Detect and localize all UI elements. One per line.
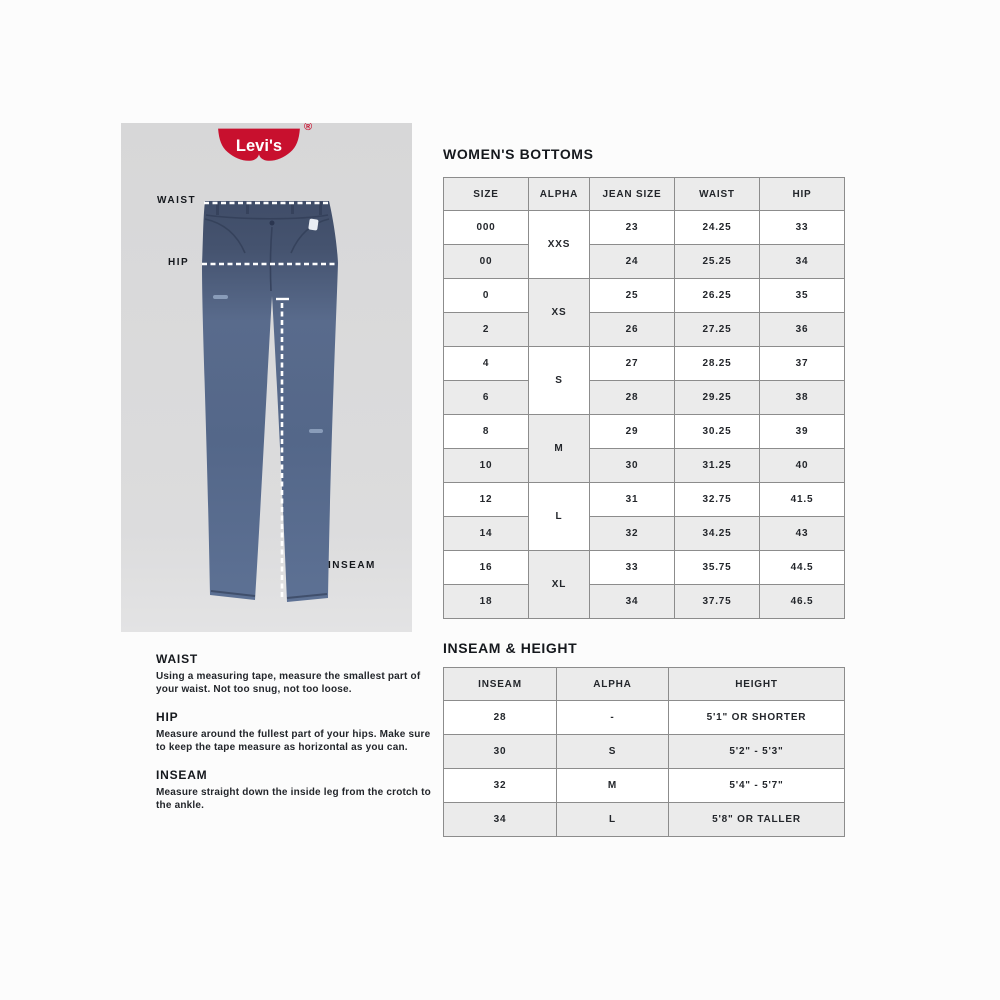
alpha-cell: M — [557, 769, 669, 803]
jeans-logo-patch — [308, 218, 318, 230]
alpha-cell: XXS — [529, 211, 590, 279]
inseam-cell: 34 — [444, 803, 557, 837]
table-row — [444, 803, 845, 837]
jean-size-cell: 34 — [590, 585, 675, 619]
levis-logo — [215, 126, 303, 173]
waist-cell: 26.25 — [675, 279, 760, 313]
jean-size-cell: 30 — [590, 449, 675, 483]
jean-size-cell: 28 — [590, 381, 675, 415]
waist-cell: 25.25 — [675, 245, 760, 279]
col-header-alpha: ALPHA — [529, 178, 590, 211]
col-header-height: HEIGHT — [669, 668, 845, 701]
waist-cell: 24.25 — [675, 211, 760, 245]
alpha-cell: - — [557, 701, 669, 735]
size-cell: 18 — [444, 585, 529, 619]
jean-size-cell: 24 — [590, 245, 675, 279]
inseam-height-table — [443, 667, 845, 837]
inseam-cell: 30 — [444, 735, 557, 769]
table-row — [444, 769, 845, 803]
table-row — [444, 551, 845, 585]
col-header-inseam: INSEAM — [444, 668, 557, 701]
waist-cell: 35.75 — [675, 551, 760, 585]
inseam-label: INSEAM — [328, 560, 376, 571]
size-cell: 12 — [444, 483, 529, 517]
womens-bottoms-size-table — [443, 177, 845, 619]
guide-waist-text: Using a measuring tape, measure the smallest part of your waist. Not too snug, not too loose. — [156, 671, 421, 695]
hip-cell: 40 — [760, 449, 845, 483]
table-row — [444, 483, 845, 517]
size-cell: 000 — [444, 211, 529, 245]
table-row — [444, 279, 845, 313]
inseam-cell: 28 — [444, 701, 557, 735]
table-row — [444, 585, 845, 619]
table-row — [444, 211, 845, 245]
col-header-waist: WAIST — [675, 178, 760, 211]
size-cell: 14 — [444, 517, 529, 551]
table-row — [444, 381, 845, 415]
hip-cell: 46.5 — [760, 585, 845, 619]
jean-size-cell: 27 — [590, 347, 675, 381]
inseam-table-title: INSEAM & HEIGHT — [443, 640, 578, 656]
hip-cell: 43 — [760, 517, 845, 551]
header-row — [444, 178, 845, 211]
waist-cell: 37.75 — [675, 585, 760, 619]
waist-cell: 29.25 — [675, 381, 760, 415]
hip-cell: 33 — [760, 211, 845, 245]
alpha-cell: M — [529, 415, 590, 483]
jeans-measurement-panel — [121, 123, 412, 632]
alpha-cell: S — [529, 347, 590, 415]
guide-hip-text: Measure around the fullest part of your hips. Make sure to keep the tape measure as horizontal as you can. — [156, 729, 431, 753]
guide-inseam-heading: INSEAM — [156, 768, 208, 782]
size-cell: 2 — [444, 313, 529, 347]
hip-label: HIP — [168, 257, 190, 268]
hip-cell: 41.5 — [760, 483, 845, 517]
size-cell: 16 — [444, 551, 529, 585]
waist-label: WAIST — [157, 195, 197, 206]
alpha-cell: L — [557, 803, 669, 837]
table-row — [444, 313, 845, 347]
jean-size-cell: 29 — [590, 415, 675, 449]
hip-cell: 34 — [760, 245, 845, 279]
table-row — [444, 517, 845, 551]
table-row — [444, 701, 845, 735]
measuring-guide — [156, 652, 436, 826]
size-cell: 6 — [444, 381, 529, 415]
hip-cell: 36 — [760, 313, 845, 347]
alpha-cell: L — [529, 483, 590, 551]
height-cell: 5'1" OR SHORTER — [669, 701, 845, 735]
col-header-size: SIZE — [444, 178, 529, 211]
waist-cell: 32.75 — [675, 483, 760, 517]
table-row — [444, 449, 845, 483]
size-cell: 0 — [444, 279, 529, 313]
table-row — [444, 245, 845, 279]
size-cell: 8 — [444, 415, 529, 449]
col-header-alpha: ALPHA — [557, 668, 669, 701]
table-row — [444, 735, 845, 769]
col-header-hip: HIP — [760, 178, 845, 211]
hip-cell: 39 — [760, 415, 845, 449]
registered-trademark-icon: ® — [304, 123, 313, 133]
header-row — [444, 668, 845, 701]
levis-logo-text: Levi's — [235, 136, 283, 156]
jean-size-cell: 26 — [590, 313, 675, 347]
guide-waist-heading: WAIST — [156, 652, 198, 666]
hip-cell: 44.5 — [760, 551, 845, 585]
hip-cell: 38 — [760, 381, 845, 415]
waist-cell: 34.25 — [675, 517, 760, 551]
waist-cell: 30.25 — [675, 415, 760, 449]
size-cell: 10 — [444, 449, 529, 483]
waist-cell: 31.25 — [675, 449, 760, 483]
height-cell: 5'4" - 5'7" — [669, 769, 845, 803]
jean-size-cell: 31 — [590, 483, 675, 517]
col-header-jean-size: JEAN SIZE — [590, 178, 675, 211]
table-row — [444, 347, 845, 381]
height-cell: 5'8" OR TALLER — [669, 803, 845, 837]
waist-cell: 27.25 — [675, 313, 760, 347]
guide-hip-heading: HIP — [156, 710, 179, 724]
alpha-cell: XL — [529, 551, 590, 619]
size-cell: 4 — [444, 347, 529, 381]
inseam-cell: 32 — [444, 769, 557, 803]
alpha-cell: XS — [529, 279, 590, 347]
guide-inseam-text: Measure straight down the inside leg from the crotch to the ankle. — [156, 787, 431, 811]
height-cell: 5'2" - 5'3" — [669, 735, 845, 769]
size-cell: 00 — [444, 245, 529, 279]
hip-cell: 37 — [760, 347, 845, 381]
jean-size-cell: 23 — [590, 211, 675, 245]
alpha-cell: S — [557, 735, 669, 769]
table-row — [444, 415, 845, 449]
jean-size-cell: 25 — [590, 279, 675, 313]
hip-cell: 35 — [760, 279, 845, 313]
bottoms-table-title: WOMEN'S BOTTOMS — [443, 146, 594, 162]
waist-cell: 28.25 — [675, 347, 760, 381]
jean-size-cell: 33 — [590, 551, 675, 585]
jean-size-cell: 32 — [590, 517, 675, 551]
